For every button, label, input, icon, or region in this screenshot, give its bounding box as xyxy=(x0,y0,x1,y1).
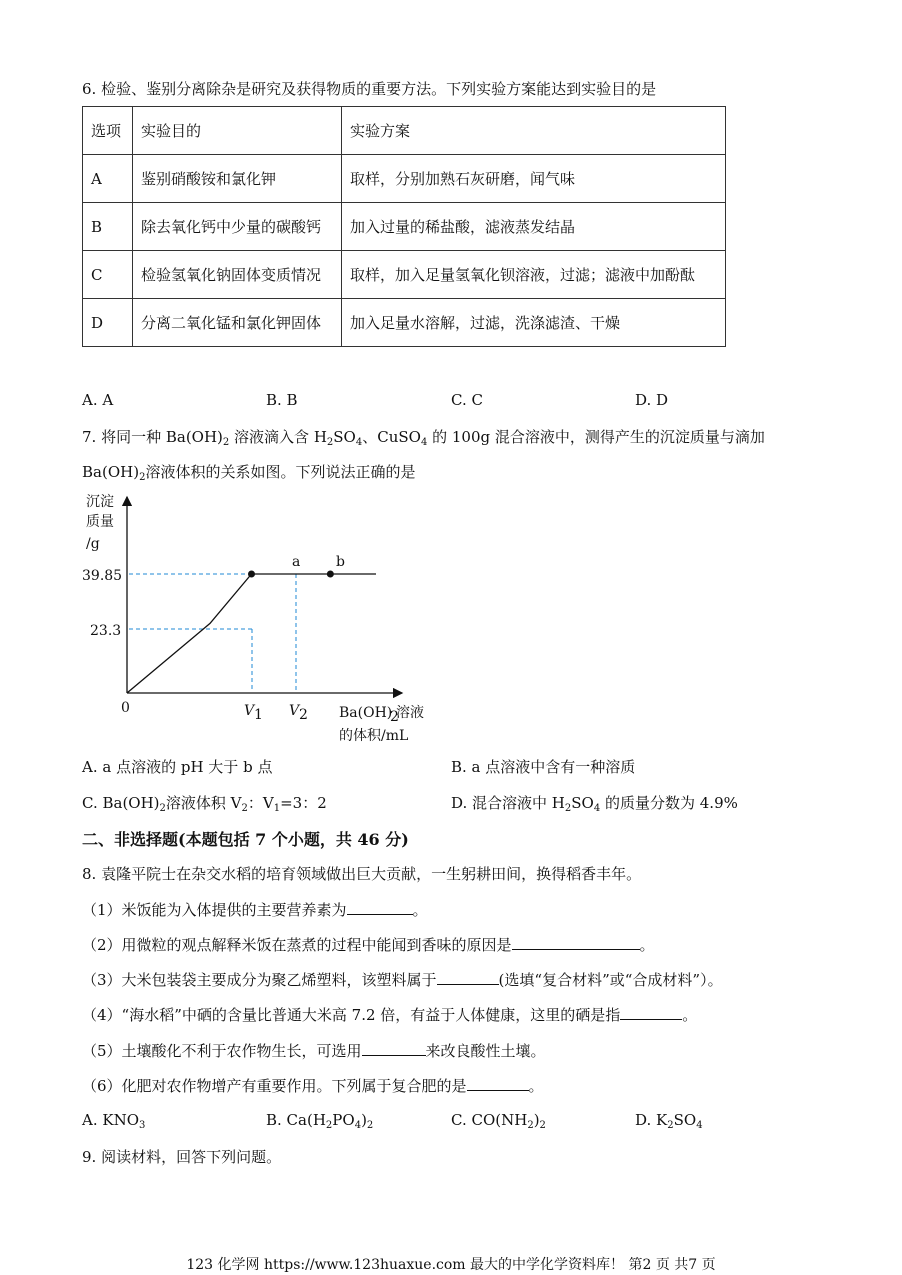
answer-blank[interactable] xyxy=(347,900,413,915)
q8-sub4: （4）“海水稻”中硒的含量比普通大米高 7.2 倍，有益于人体健康，这里的硒是指 。 xyxy=(82,1006,698,1024)
x-tick-label: V xyxy=(289,703,300,719)
table-header-cell: 实验方案 xyxy=(342,107,726,155)
q6-option-d: D. D xyxy=(635,391,669,409)
q6-stem: 6. 检验、鉴别分离除杂是研究及获得物质的重要方法。下列实验方案能达到实验目的是 xyxy=(82,80,657,98)
q6-option-b: B. B xyxy=(266,391,298,409)
q7-option-d: D. 混合溶液中 $H_2SO_4$ 的质量分数为 4.9% xyxy=(451,794,738,814)
q7-option-c: C. $Ba(OH)_2$溶液体积 $V_2$：$V_1=3$：2 xyxy=(82,794,327,814)
answer-blank[interactable] xyxy=(620,1005,682,1020)
x-axis-label xyxy=(339,704,424,744)
table-cell: 加入过量的稀盐酸，滤液蒸发结晶 xyxy=(342,203,726,251)
y-tick-label: 23.3 xyxy=(90,623,122,639)
x-axis-label-part: Ba(OH) xyxy=(339,705,393,721)
data-point-a xyxy=(248,571,255,578)
answer-blank[interactable] xyxy=(512,935,640,950)
q8-option-c: C. $CO(NH_2)_2$ xyxy=(451,1111,546,1131)
x-tick-label: V xyxy=(244,703,255,719)
q6-option-c: C. C xyxy=(451,391,483,409)
table-cell: C xyxy=(83,251,133,299)
q8-sub3: （3）大米包装袋主要成分为聚乙烯塑料，该塑料属于 (选填“复合材料”或“合成材料”）。 xyxy=(82,971,723,989)
section-title: 二、非选择题(本题包括 7 个小题，共 46 分) xyxy=(82,830,409,849)
x-tick-subscript: 2 xyxy=(299,707,308,723)
point-label-b: b xyxy=(336,554,345,570)
y-axis-label-line3: /g xyxy=(86,536,100,552)
q8-sub5: （5）土壤酸化不利于农作物生长，可选用 来改良酸性土壤。 xyxy=(82,1042,546,1060)
page-footer: 123 化学网 https://www.123huaxue.com 最大的中学化学资料库！ 第2 页 共7 页 xyxy=(186,1257,716,1273)
q7-option-b: B. a 点溶液中含有一种溶质 xyxy=(451,758,636,776)
y-axis-label-line1: 沉淀 xyxy=(86,494,114,510)
answer-blank[interactable] xyxy=(362,1041,426,1056)
table-cell: 取样，分别加熟石灰研磨，闻气味 xyxy=(342,155,726,203)
table-cell: 取样，加入足量氢氧化钡溶液，过滤；滤液中加酚酞 xyxy=(342,251,726,299)
q8-option-b: B. $Ca(H_2PO_4)_2$ xyxy=(266,1111,374,1131)
table-header-cell: 选项 xyxy=(83,107,133,155)
table-cell: 分离二氧化锰和氯化钾固体 xyxy=(133,299,342,347)
answer-blank[interactable] xyxy=(467,1076,529,1091)
table-cell: B xyxy=(83,203,133,251)
x-tick-label-v2 xyxy=(289,703,308,723)
q9-stem: 9. 阅读材料，回答下列问题。 xyxy=(82,1148,282,1166)
q7-option-a: A. a 点溶液的 pH 大于 b 点 xyxy=(82,758,273,776)
x-axis-label-part: 溶液 xyxy=(396,705,424,721)
q8-option-d: D. $K_2SO_4$ xyxy=(635,1111,703,1131)
table-header-cell: 实验目的 xyxy=(133,107,342,155)
series-line xyxy=(127,574,376,693)
table-cell: 检验氢氧化钠固体变质情况 xyxy=(133,251,342,299)
q8-sub6: （6）化肥对农作物增产有重要作用。下列属于复合肥的是 。 xyxy=(82,1077,544,1095)
point-label-a: a xyxy=(292,554,301,570)
x-axis-label-line2: 的体积/mL xyxy=(339,728,409,744)
q8-sub2: （2）用微粒的观点解释米饭在蒸煮的过程中能闻到香味的原因是 。 xyxy=(82,936,655,954)
y-tick-label: 39.85 xyxy=(82,568,123,584)
origin-label: 0 xyxy=(121,700,130,716)
table-cell: A xyxy=(83,155,133,203)
q7-stem-line2: $Ba(OH)_2$溶液体积的关系如图。下列说法正确的是 xyxy=(82,463,416,483)
x-tick-label-v1 xyxy=(244,703,263,723)
x-axis-label-subscript: 2 xyxy=(390,709,399,725)
x-tick-subscript: 1 xyxy=(254,707,263,723)
q6-option-a: A. A xyxy=(82,391,114,409)
q8-option-a: A. $KNO_3$ xyxy=(82,1111,146,1131)
answer-blank[interactable] xyxy=(437,970,499,985)
q7-stem-line1: 7. 将同一种 $Ba(OH)_2$ 溶液滴入含 $H_2SO_4$、CuSO$_4$ 的 100g 混合溶液中，测得产生的沉淀质量与滴加 xyxy=(82,428,765,448)
table-cell: 鉴别硝酸铵和氯化钾 xyxy=(133,155,342,203)
y-axis-label-line2: 质量 xyxy=(86,514,114,530)
table-cell: 除去氧化钙中少量的碳酸钙 xyxy=(133,203,342,251)
table-cell: 加入足量水溶解，过滤，洗涤滤渣、干燥 xyxy=(342,299,726,347)
q8-stem: 8. 袁隆平院士在杂交水稻的培育领域做出巨大贡献，一生躬耕田间，换得稻香丰年。 xyxy=(82,865,642,883)
table-cell: D xyxy=(83,299,133,347)
data-point-b xyxy=(327,571,334,578)
q8-sub1: （1）米饭能为入体提供的主要营养素为 。 xyxy=(82,901,428,919)
